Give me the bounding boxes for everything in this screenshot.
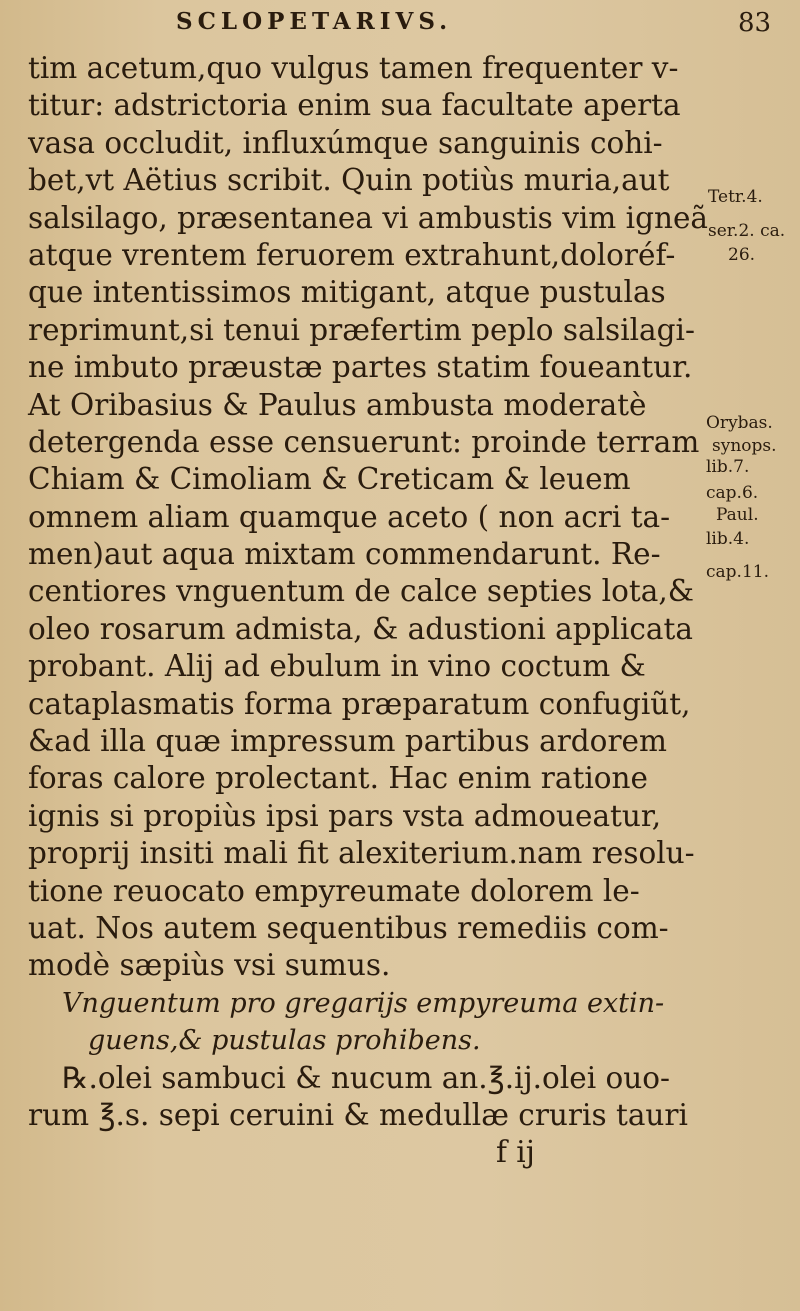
text-line: tim acetum,quo vulgus tamen frequenter v-: [28, 51, 679, 85]
recipe-line: ℞.olei sambuci & nucum an.℥.ij.olei ouo-: [62, 1060, 671, 1095]
catchword: f ij: [496, 1135, 535, 1170]
text-line: que intentissimos mitigant, atque pustulas: [28, 275, 666, 310]
margin-note: Orybas.: [706, 413, 773, 433]
text-line: bet,vt Aëtius scribit. Quin potiùs muria,aut: [28, 163, 670, 198]
main-text-block: [28, 50, 709, 1172]
text-line: &ad illa quæ impressum partibus ardorem: [28, 724, 667, 759]
recipe-line: rum ℥.s. sepi ceruini & medullæ cruris tauri: [28, 1097, 688, 1132]
text-line: detergenda esse censuerunt: proinde terram: [28, 424, 700, 459]
text-line: proprij insiti mali fit alexiterium.nam resolu-: [28, 836, 695, 871]
text-line: men)aut aqua mixtam commendarunt. Re-: [28, 537, 661, 572]
running-title: SCLOPETARIVS.: [176, 8, 453, 35]
margin-note: cap.11.: [706, 562, 769, 582]
text-line: At Oribasius & Paulus ambusta moderatè: [28, 387, 647, 422]
text-line: probant. Alij ad ebulum in vino coctum &: [28, 649, 646, 684]
text-line: oleo rosarum admista, & adustioni applicata: [28, 611, 693, 646]
text-line: cataplasmatis forma præparatum confugiũt,: [28, 686, 691, 721]
text-line: ne imbuto præustæ partes statim foueantur.: [28, 350, 693, 385]
text-line: centiores vnguentum de calce septies lota,&: [28, 574, 694, 609]
text-line: atque vrentem feruorem extrahunt,doloréf-: [28, 237, 676, 272]
text-line: vasa occludit, influxúmque sanguinis cohi-: [28, 125, 663, 160]
text-line: salsilago, præsentanea vi ambustis vim igneã: [28, 200, 709, 235]
text-line: Chiam & Cimoliam & Creticam & leuem: [28, 462, 631, 497]
text-line: modè sæpiùs vsi sumus.: [28, 948, 391, 983]
text-line: foras calore prolectant. Hac enim ratione: [28, 761, 648, 796]
margin-note: lib.7.: [706, 457, 750, 477]
text-line: ignis si propiùs ipsi pars vsta admoueatur,: [28, 798, 662, 833]
text-line: omnem aliam quamque aceto ( non acri ta-: [28, 499, 671, 534]
margin-note: 26.: [728, 245, 756, 265]
text-line: uat. Nos autem sequentibus remediis com-: [28, 910, 669, 945]
margin-note: ser.2. ca.: [708, 221, 786, 241]
margin-note: lib.4.: [706, 529, 750, 549]
margin-note: Paul.: [716, 505, 759, 525]
page-number: 83: [738, 8, 772, 38]
text-line: tione reuocato empyreumate dolorem le-: [28, 873, 640, 908]
margin-note: Tetr.4.: [708, 187, 763, 207]
margin-note: synops.: [712, 436, 777, 456]
recipe-heading-line: Vnguentum pro gregarijs empyreuma extin-: [62, 987, 665, 1019]
margin-note: cap.6.: [706, 483, 759, 503]
page-header: [0, 8, 800, 38]
text-line: titur: adstrictoria enim sua facultate aperta: [28, 88, 681, 123]
text-line: reprimunt,si tenui præfertim peplo salsilagi-: [28, 312, 695, 347]
recipe-heading-line: guens,& pustulas prohibens.: [88, 1025, 481, 1057]
